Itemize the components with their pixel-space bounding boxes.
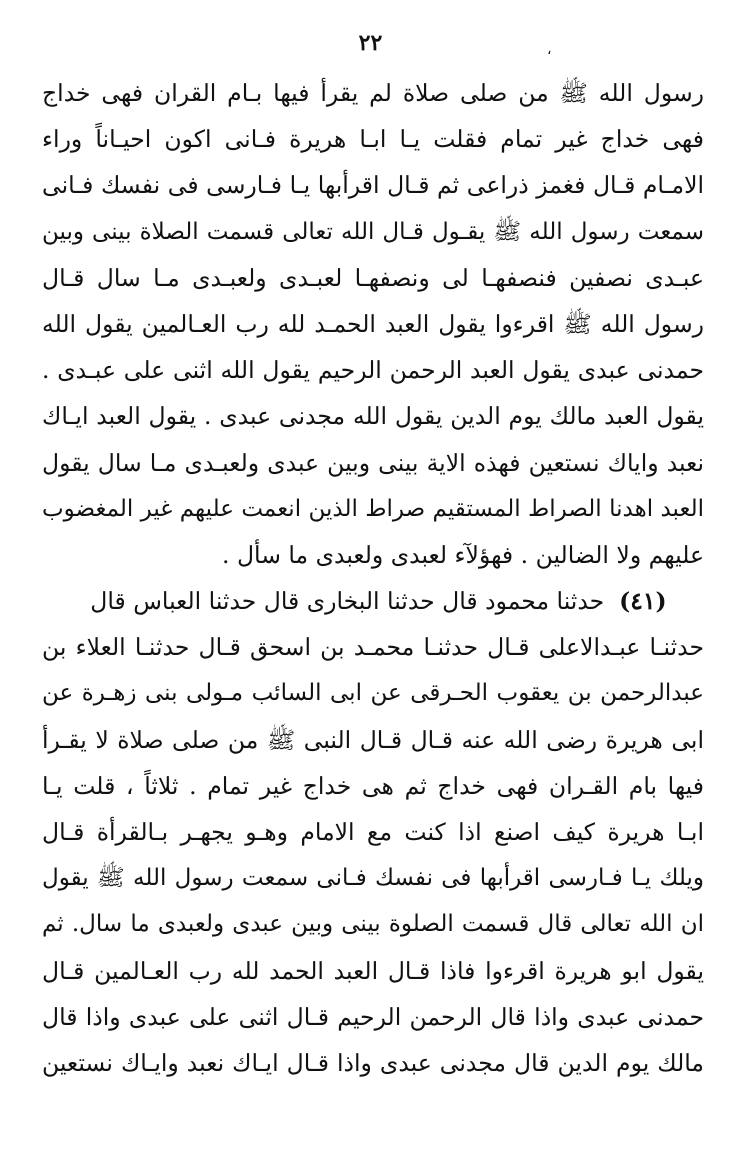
text-line: فيها بام القـران فهى خداج ثم هى خداج غير تمام . ثلاثاً ، قلت يـا bbox=[42, 771, 704, 800]
text-line: فهى خداج غير تمام فقلت يـا ابـا هريرة فـانى اكون احيـاناً وراء bbox=[42, 125, 704, 154]
text-line: الامـام قـال فغمز ذراعى ثم قـال اقرأبها يـا فـارسى فى نفسك فـانى bbox=[42, 171, 704, 200]
text-line: حدثنا محمود قال حدثنا البخارى قال حدثنا العباس قال bbox=[90, 587, 605, 616]
text-line: ابى هريرة رضى الله عنه قـال قـال النبى ﷺ من صلى صلاة لا يقـرأ bbox=[42, 725, 704, 754]
text-line: العبد اهدنا الصراط المستقيم صراط الذين انعمت عليهم غير المغضوب bbox=[42, 495, 704, 522]
page-mark: ، bbox=[547, 42, 552, 58]
text-line: عبـدى نصفين فنصفهـا لى ونصفهـا لعبـدى ولعبـدى مـا سال قـال bbox=[42, 263, 704, 292]
text-line: يقول ابو هريرة اقرءوا فاذا قـال العبد الحمد لله رب العـالمين قـال bbox=[42, 956, 704, 985]
text-line: يقول العبد مالك يوم الدين يقول الله مجدنى عبدى . يقول العبد ايـاك bbox=[42, 402, 704, 431]
text-line: حمدنى عبدى واذا قال الرحمن الرحيم قـال اثنى على عبدى واذا قال bbox=[42, 1002, 704, 1031]
text-line: عبدالرحمن بن يعقوب الحـرقى عن ابى السائب مـولى بنى زهـرة عن bbox=[42, 680, 704, 707]
text-line: ابـا هريرة كيف اصنع اذا كنت مع الامام وهـو يجهـر بـالقرأة قـال bbox=[42, 818, 704, 846]
text-line: مالك يوم الدين قال مجدنى عبدى واذا قـال ايـاك نعبد وايـاك نستعين bbox=[42, 1048, 704, 1077]
body-text bbox=[42, 70, 704, 1086]
text-line: نعبد واياك نستعين فهذه الاية بينى وبين عبدى ولعبـدى مـا سال يقول bbox=[42, 448, 704, 477]
text-line: عليهم ولا الضالين . فهؤلآء لعبدى ولعبدى ما سأل . bbox=[222, 540, 704, 569]
text-line: رسول الله ﷺ من صلى صلاة لم يقرأ فيها بـام القران فهى خداج bbox=[42, 79, 704, 107]
text-line: رسول الله ﷺ اقرءوا يقول العبد الحمـد لله رب العـالمين يقول الله bbox=[42, 309, 704, 338]
page-number: ٢٢ bbox=[358, 30, 383, 56]
text-line: حمدنى عبدى يقول العبد الرحمن الرحيم يقول الله اثنى على عبـدى . bbox=[42, 356, 704, 385]
text-line: ان الله تعالى قال قسمت الصلوة بينى وبين عبدى ولعبدى ما سال. ثم bbox=[42, 911, 704, 938]
hadith-number: (٤١) bbox=[619, 587, 667, 616]
text-line: حدثنـا عبـدالاعلى قـال حدثنـا محمـد بن اسحق قـال حدثنـا العلاء بن bbox=[42, 633, 704, 662]
text-line: ويلك يـا فـارسى اقرأبها فى نفسك فـانى سمعت رسول الله ﷺ يقول bbox=[42, 865, 704, 892]
text-line: سمعت رسول الله ﷺ يقـول قـال الله تعالى قسمت الصلاة بينى وبين bbox=[42, 218, 704, 245]
hadith-first-line bbox=[42, 578, 704, 624]
